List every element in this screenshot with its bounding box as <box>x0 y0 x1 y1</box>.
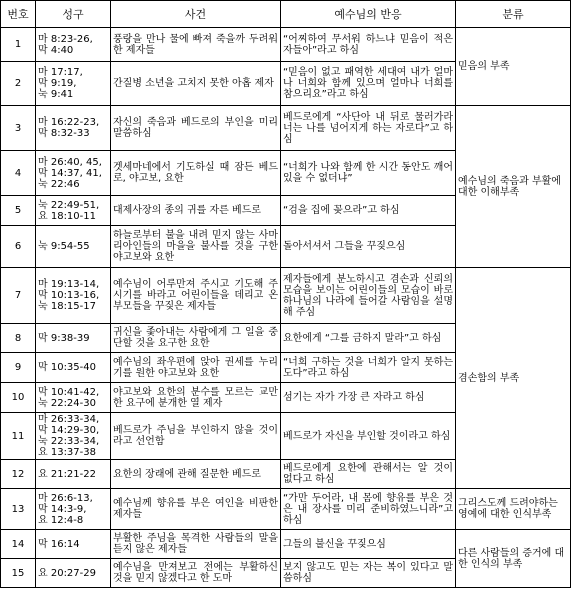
row-number: 7 <box>1 268 36 324</box>
event-text: 예수님께 향유를 부은 여인을 비판한 제자들 <box>111 489 281 530</box>
scripture-ref: 막 10:41-42, 눅 22:24-30 <box>36 383 111 413</box>
scripture-ref: 막 10:35-40 <box>36 353 111 383</box>
scripture-ref: 막 16:14 <box>36 530 111 559</box>
table-row <box>1 268 571 324</box>
header-category: 분류 <box>456 1 571 28</box>
response-text: “검을 집에 꽂으라”고 하심 <box>281 196 456 226</box>
response-text: “가만 두어라, 내 몸에 향유를 부은 것은 내 장사를 미리 준비하였느니라”고 하심 <box>281 489 456 530</box>
scripture-ref: 막 9:38-39 <box>36 324 111 353</box>
response-text: 요한에게 “그를 금하지 말라”고 하심 <box>281 324 456 353</box>
table-row <box>1 106 571 151</box>
scripture-ref: 눅 9:54-55 <box>36 226 111 268</box>
event-text: 겟세마네에서 기도하실 때 잠든 베드로, 야고보, 요한 <box>111 151 281 196</box>
category-cell: 그리스도께 드려야하는 영예에 대한 인식부족 <box>456 489 571 530</box>
row-number: 8 <box>1 324 36 353</box>
row-number: 12 <box>1 460 36 489</box>
response-text: 그들의 불신을 꾸짖으심 <box>281 530 456 559</box>
header-no: 번호 <box>1 1 36 28</box>
response-text: 베드로에게 “사단아 내 뒤로 물러가라 너는 나를 넘어지게 하는 자로다”고 하심 <box>281 106 456 151</box>
category-cell: 겸손함의 부족 <box>456 268 571 489</box>
event-text: 풍랑을 만나 물에 빠져 죽을까 두려워한 제자들 <box>111 28 281 62</box>
scripture-ref: 마 16:22-23, 막 8:32-33 <box>36 106 111 151</box>
category-cell: 믿음의 부족 <box>456 28 571 106</box>
event-text: 예수님을 만져보고 전에는 부활하신 것을 믿지 않겠다고 한 도마 <box>111 559 281 588</box>
row-number: 4 <box>1 151 36 196</box>
response-text: 베드로에게 요한에 관해서는 알 것이 없다고 하심 <box>281 460 456 489</box>
row-number: 2 <box>1 62 36 106</box>
row-number: 6 <box>1 226 36 268</box>
response-text: 제자들에게 분노하시고 겸손과 신뢰의 모습을 보이는 어린이들의 모습이 바로 하나님의 나라에 들어갈 사람임을 설명해 주심 <box>281 268 456 324</box>
event-text: 야고보와 요한의 분수를 모르는 교만한 요구에 분개한 열 제자 <box>111 383 281 413</box>
event-text: 예수님이 어루만져 주시고 기도해 주시기를 바라고 어린이들을 데리고 온 부모들을 꾸짖은 제자들 <box>111 268 281 324</box>
category-cell: 예수님의 죽음과 부활에 대한 이해부족 <box>456 106 571 268</box>
event-text: 자신의 죽음과 베드로의 부인을 미리 말씀하심 <box>111 106 281 151</box>
scripture-ref: 마 17:17, 막 9:19, 눅 9:41 <box>36 62 111 106</box>
row-number: 11 <box>1 413 36 460</box>
event-text: 하늘로부터 불을 내려 믿지 않는 사마리아인들의 마을을 불사를 것을 구한 야고보와 요한 <box>111 226 281 268</box>
row-number: 9 <box>1 353 36 383</box>
event-text: 부활한 주님을 목격한 사람들의 말을 듣지 않은 제자들 <box>111 530 281 559</box>
response-text: 베드로가 자신을 부인할 것이라고 하심 <box>281 413 456 460</box>
response-text: 돌아서셔서 그들을 꾸짖으심 <box>281 226 456 268</box>
row-number: 1 <box>1 28 36 62</box>
scripture-ref: 눅 22:49-51, 요 18:10-11 <box>36 196 111 226</box>
header-event: 사건 <box>111 1 281 28</box>
response-text: “너희가 나와 함께 한 시간 동안도 깨어 있을 수 없더냐” <box>281 151 456 196</box>
response-text: “너희 구하는 것을 너희가 알지 못하는 도다”라고 하심 <box>281 353 456 383</box>
event-text: 베드로가 주님을 부인하지 않을 것이라고 선언함 <box>111 413 281 460</box>
event-text: 귀신을 좇아내는 사람에게 그 일을 중단할 것을 요구한 요한 <box>111 324 281 353</box>
row-number: 10 <box>1 383 36 413</box>
event-text: 요한의 장래에 관해 질문한 베드로 <box>111 460 281 489</box>
scripture-ref: 마 26:40, 45, 막 14:37, 41, 눅 22:46 <box>36 151 111 196</box>
row-number: 5 <box>1 196 36 226</box>
event-text: 대제사장의 종의 귀를 자른 베드로 <box>111 196 281 226</box>
header-row <box>1 1 571 28</box>
scripture-ref: 마 26:6-13, 막 14:3-9, 요 12:4-8 <box>36 489 111 530</box>
table-row <box>1 530 571 559</box>
scripture-ref: 마 8:23-26, 막 4:40 <box>36 28 111 62</box>
response-text: 보지 않고도 믿는 자는 복이 있다고 말씀하심 <box>281 559 456 588</box>
scripture-ref: 마 26:33-34, 막 14:29-30, 눅 22:33-34, 요 13:37-38 <box>36 413 111 460</box>
response-text: “어찌하여 무서워 하느냐 믿음이 적은 자들아”라고 하심 <box>281 28 456 62</box>
event-text: 간질병 소년을 고치지 못한 아홉 제자 <box>111 62 281 106</box>
table-row <box>1 28 571 62</box>
table-row <box>1 489 571 530</box>
row-number: 15 <box>1 559 36 588</box>
header-ref: 성구 <box>36 1 111 28</box>
scripture-ref: 요 20:27-29 <box>36 559 111 588</box>
response-text: “믿음이 없고 패역한 세대여 내가 얼마나 너희와 함께 있으며 얼마나 너희를 참으리요”라고 하심 <box>281 62 456 106</box>
row-number: 3 <box>1 106 36 151</box>
category-cell: 다른 사람들의 증거에 대한 인식의 부족 <box>456 530 571 588</box>
row-number: 14 <box>1 530 36 559</box>
row-number: 13 <box>1 489 36 530</box>
scripture-ref: 마 19:13-14, 막 10:13-16, 눅 18:15-17 <box>36 268 111 324</box>
response-text: 섬기는 자가 가장 큰 자라고 하심 <box>281 383 456 413</box>
header-response: 예수님의 반응 <box>281 1 456 28</box>
scripture-ref: 요 21:21-22 <box>36 460 111 489</box>
event-text: 예수님의 좌우편에 앉아 권세를 누리기를 원한 야고보와 요한 <box>111 353 281 383</box>
